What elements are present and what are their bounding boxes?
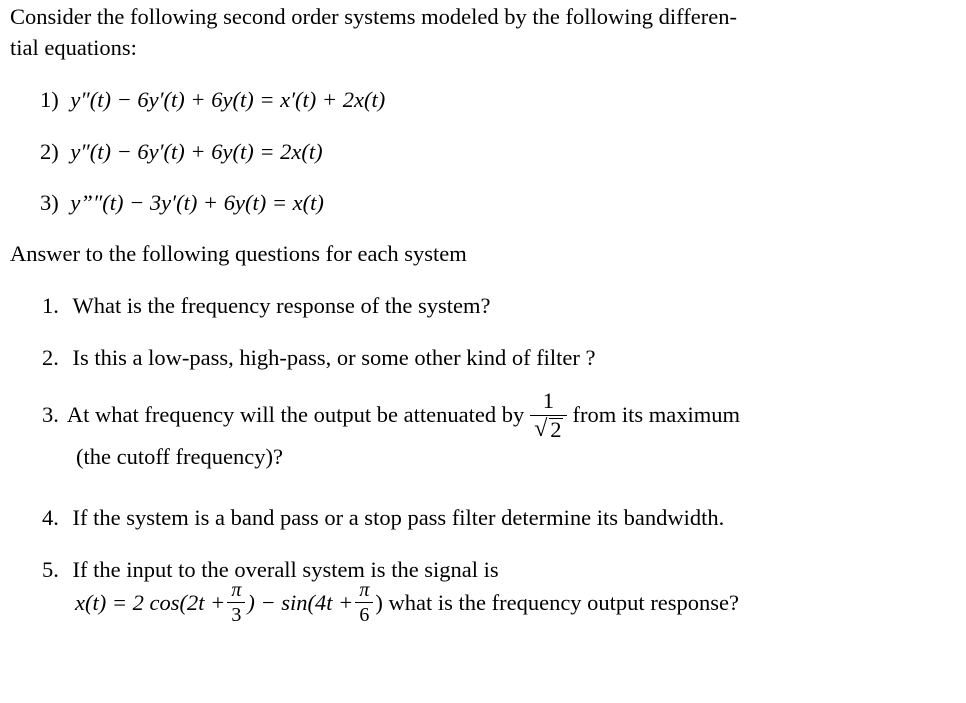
answer-intro: Answer to the following questions for each system — [10, 241, 467, 266]
one-over-sqrt2-fraction — [530, 390, 566, 441]
fraction-denominator: 6 — [359, 604, 370, 627]
equation-body: y″(t) − 6y′(t) + 6y(t) = x′(t) + 2x(t) — [70, 87, 386, 112]
equation-label: 2) — [40, 139, 59, 164]
fraction-numerator: π — [359, 579, 370, 602]
question-text: What is the frequency response of the system? — [72, 293, 491, 318]
intro-paragraph — [10, 3, 737, 62]
intro-line-1: Consider the following second order systems modeled by the following differen- — [10, 4, 737, 29]
question-number: 1. — [42, 293, 59, 318]
sqrt-radicand: 2 — [550, 416, 562, 442]
question-text: If the system is a band pass or a stop pass filter determine its bandwidth. — [72, 505, 725, 530]
expr-mid: ) − sin(4t + — [247, 589, 354, 615]
question-number: 2. — [42, 345, 59, 370]
fraction-denominator — [530, 418, 566, 442]
equation-2 — [40, 138, 323, 166]
equation-label: 3) — [40, 190, 59, 215]
equation-body: y″(t) − 6y′(t) + 6y(t) = 2x(t) — [70, 139, 323, 164]
sqrt-symbol — [534, 418, 562, 442]
fraction-bar — [355, 602, 373, 603]
question-4 — [42, 504, 724, 532]
question-number: 3. — [42, 402, 59, 428]
expr-end: ) what is the frequency output response? — [375, 589, 740, 615]
equation-1 — [40, 86, 385, 114]
equation-label: 1) — [40, 87, 59, 112]
question-text: If the input to the overall system is the signal is — [72, 557, 499, 582]
fraction-numerator: 1 — [542, 388, 554, 413]
question-text: At what frequency will the output be attenuated by — [66, 402, 525, 428]
question-5 — [42, 556, 739, 625]
fraction-denominator: 3 — [231, 604, 242, 627]
question-3 — [42, 390, 740, 471]
question-number: 5. — [42, 557, 59, 582]
fraction-numerator: π — [231, 579, 242, 602]
question-text: Is this a low-pass, high-pass, or some other kind of filter ? — [72, 345, 596, 370]
pi-over-3-fraction — [227, 580, 245, 625]
pi-over-6-fraction — [355, 580, 373, 625]
equation-body: y”″(t) − 3y′(t) + 6y(t) = x(t) — [70, 190, 324, 215]
question-text-after: from its maximum — [572, 402, 740, 428]
signal-expression — [75, 580, 739, 625]
intro-line-2: tial equations: — [10, 35, 137, 61]
question-3-line-2: (the cutoff frequency)? — [76, 444, 283, 469]
equation-3 — [40, 189, 324, 217]
question-1 — [42, 292, 491, 320]
question-number: 4. — [42, 505, 59, 530]
question-2 — [42, 344, 596, 372]
fraction-bar — [227, 602, 245, 603]
expr-start: x(t) = 2 cos(2t + — [75, 589, 226, 615]
